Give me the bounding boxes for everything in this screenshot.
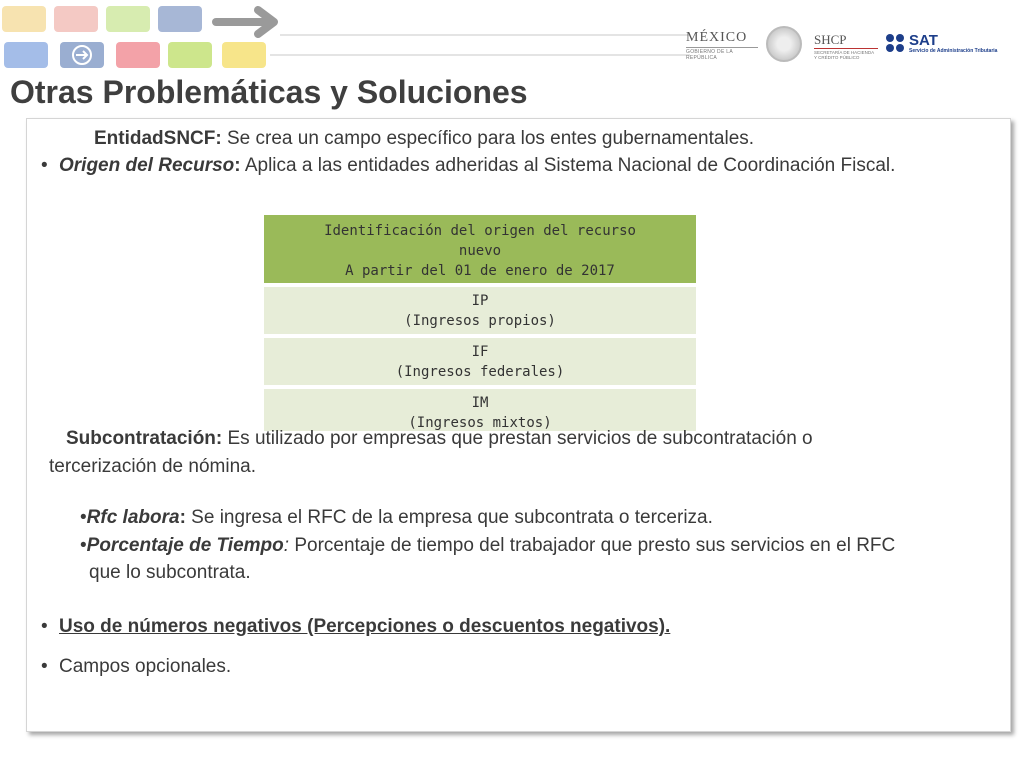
rfc-labora-label: Rfc labora — [86, 507, 180, 528]
sat-dots-icon — [886, 34, 906, 54]
entidad-text: Se crea un campo específico para los entes gubernamentales. — [221, 128, 755, 149]
porcentaje-line: •Porcentaje de Tiempo: Porcentaje de tiempo del trabajador que presto sus servicios en el RFC — [80, 535, 896, 556]
big-arrow-icon — [212, 4, 284, 40]
shcp-logo: SHCP SECRETARÍA DE HACIENDA Y CRÉDITO PÚBLICO — [814, 32, 878, 60]
origen-label: Origen del Recurso — [59, 155, 235, 176]
subcontratacion-label: Subcontratación: — [66, 428, 223, 449]
subcontratacion-line-2: tercerización de nómina. — [49, 456, 256, 477]
entidad-line — [94, 127, 754, 151]
subcontratacion-line: Subcontratación: Es utilizado por empresas que prestan servicios de subcontratación o — [66, 428, 813, 449]
decorative-line — [280, 34, 690, 36]
table-row: IF (Ingresos federales) — [263, 335, 697, 386]
tile — [4, 42, 48, 68]
tile — [2, 6, 46, 32]
negativos-text: Uso de números negativos (Percepciones o descuentos negativos). — [59, 616, 671, 637]
decorative-tiles — [0, 0, 290, 80]
entidad-label: EntidadSNCF: — [94, 128, 222, 149]
rfc-labora-line: •Rfc labora: Se ingresa el RFC de la empresa que subcontrata o terceriza. — [80, 507, 713, 528]
opcionales-bullet — [59, 655, 231, 679]
porcentaje-line-2: que lo subcontrata. — [89, 562, 251, 583]
negativos-bullet — [59, 615, 670, 639]
tile — [60, 42, 104, 68]
table-header: Identificación del origen del recurso nuevo A partir del 01 de enero de 2017 — [263, 214, 697, 284]
tile — [116, 42, 160, 68]
tile — [54, 6, 98, 32]
table-row: IP (Ingresos propios) — [263, 284, 697, 335]
tile — [168, 42, 212, 68]
origen-table — [263, 214, 697, 432]
origen-text: Aplica a las entidades adheridas al Sistema Nacional de Coordinación Fiscal. — [240, 155, 896, 176]
tile — [222, 42, 266, 68]
national-seal-icon — [766, 26, 802, 62]
tile — [106, 6, 150, 32]
government-logos: MÉXICO GOBIERNO DE LA REPÚBLICA SHCP SECRETARÍA DE HACIENDA Y CRÉDITO PÚBLICO SAT Servicio de Administración Tributaria — [686, 24, 1016, 64]
arrow-right-icon — [60, 42, 104, 68]
tile — [158, 6, 202, 32]
decorative-line — [270, 54, 690, 56]
origen-sep: : — [234, 155, 241, 176]
mexico-logo: MÉXICO GOBIERNO DE LA REPÚBLICA — [686, 30, 758, 61]
porcentaje-label: Porcentaje de Tiempo — [86, 535, 284, 556]
origen-bullet — [59, 154, 895, 178]
table-row: IM (Ingresos mixtos) — [263, 386, 697, 432]
opcionales-text: Campos opcionales. — [59, 656, 232, 677]
page-title: Otras Problemáticas y Soluciones — [10, 74, 528, 110]
